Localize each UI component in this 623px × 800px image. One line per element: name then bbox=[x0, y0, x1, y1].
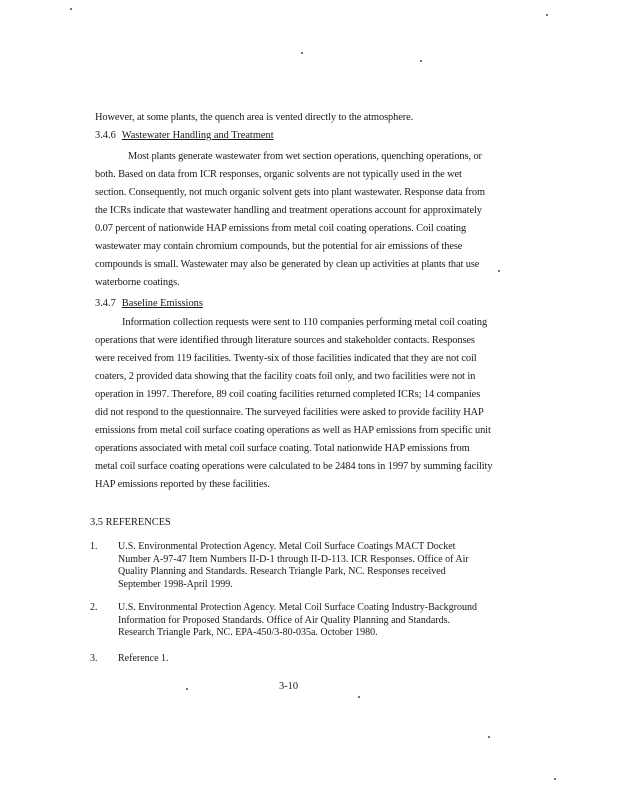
paragraph-line: 0.07 percent of nationwide HAP emissions from metal coil coating operations. Coil coating bbox=[95, 223, 467, 234]
scan-speck bbox=[186, 688, 188, 690]
paragraph-line: However, at some plants, the quench area is vented directly to the atmosphere. bbox=[95, 112, 414, 123]
scan-speck bbox=[554, 778, 556, 780]
scan-speck bbox=[420, 60, 422, 62]
paragraph-line: were received from 119 facilities. Twenty-six of those facilities indicated that they are not coil bbox=[95, 353, 477, 364]
scan-speck bbox=[488, 736, 490, 738]
reference-line: Number A-97-47 Item Numbers II-D-1 through II-D-113. ICR Responses. Office of Air bbox=[118, 553, 469, 565]
paragraph-line: did not respond to the questionnaire. The surveyed facilities were asked to provide facility HAP bbox=[95, 407, 484, 418]
paragraph-line: coaters, 2 provided data showing that the facility coats foil only, and two facilities were not in bbox=[95, 371, 476, 382]
paragraph-line: operations that were identified through literature sources and stakeholder contacts. Responses bbox=[95, 335, 475, 346]
reference-line: U.S. Environmental Protection Agency. Metal Coil Surface Coatings MACT Docket bbox=[118, 541, 456, 552]
paragraph-line: compounds is small. Wastewater may also be generated by clean up activities at plants that use bbox=[95, 259, 480, 270]
reference-line: Quality Planning and Standards. Research Triangle Park, NC. Responses received bbox=[118, 566, 446, 577]
paragraph-line: HAP emissions reported by these facilities. bbox=[95, 479, 270, 490]
reference-line: U.S. Environmental Protection Agency. Metal Coil Surface Coating Industry-Background bbox=[118, 602, 478, 613]
reference-number: 3. bbox=[90, 653, 98, 664]
reference-line: Research Triangle Park, NC. EPA-450/3-80-035a. October 1980. bbox=[118, 627, 378, 638]
reference-text bbox=[118, 602, 508, 640]
paragraph-line: waterborne coatings. bbox=[95, 277, 180, 288]
reference-line: Reference 1. bbox=[118, 653, 169, 664]
paragraph-line: section. Consequently, not much organic solvent gets into plant wastewater. Response data from bbox=[95, 187, 485, 198]
scan-speck bbox=[498, 270, 500, 272]
reference-line: September 1998-April 1999. bbox=[118, 578, 233, 590]
references-heading: 3.5 REFERENCES bbox=[90, 517, 171, 528]
paragraph-line: both. Based on data from ICR responses, organic solvents are not typically used in the wet bbox=[95, 169, 462, 180]
reference-line: Information for Proposed Standards. Office of Air Quality Planning and Standards. bbox=[118, 614, 450, 626]
paragraph-line: the ICRs indicate that wastewater handling and treatment operations account for approximately bbox=[95, 205, 482, 216]
paragraph-line: operation in 1997. Therefore, 89 coil coating facilities returned completed ICRs; 14 companies bbox=[95, 389, 481, 400]
reference-text bbox=[118, 541, 508, 591]
paragraph-line: operations associated with metal coil surface coating. Total nationwide HAP emissions from bbox=[95, 443, 470, 454]
reference-text bbox=[118, 653, 508, 666]
scan-speck bbox=[70, 8, 72, 10]
paragraph-line: wastewater may contain chromium compounds, but the potential for air emissions of these bbox=[95, 241, 463, 252]
section-heading-3-4-6 bbox=[95, 129, 274, 142]
section-title: Baseline Emissions bbox=[121, 298, 203, 309]
section-title: Wastewater Handling and Treatment bbox=[121, 130, 274, 141]
paragraph-line: Most plants generate wastewater from wet section operations, quenching operations, or bbox=[128, 151, 482, 162]
section-number: 3.4.7 bbox=[95, 298, 116, 309]
reference-number: 1. bbox=[90, 541, 98, 552]
section-heading-3-4-7 bbox=[95, 297, 203, 310]
scan-speck bbox=[358, 696, 360, 698]
section-number: 3.4.6 bbox=[95, 130, 116, 141]
scan-speck bbox=[301, 52, 303, 54]
paragraph-line: metal coil surface coating operations were calculated to be 2484 tons in 1997 by summing facility bbox=[95, 461, 493, 472]
scan-speck bbox=[546, 14, 548, 16]
paragraph-line: Information collection requests were sent to 110 companies performing metal coil coating bbox=[122, 317, 488, 328]
paragraph-line: emissions from metal coil surface coating operations as well as HAP emissions from specific unit bbox=[95, 425, 491, 436]
page-number: 3-10 bbox=[279, 681, 299, 692]
reference-number: 2. bbox=[90, 602, 98, 613]
